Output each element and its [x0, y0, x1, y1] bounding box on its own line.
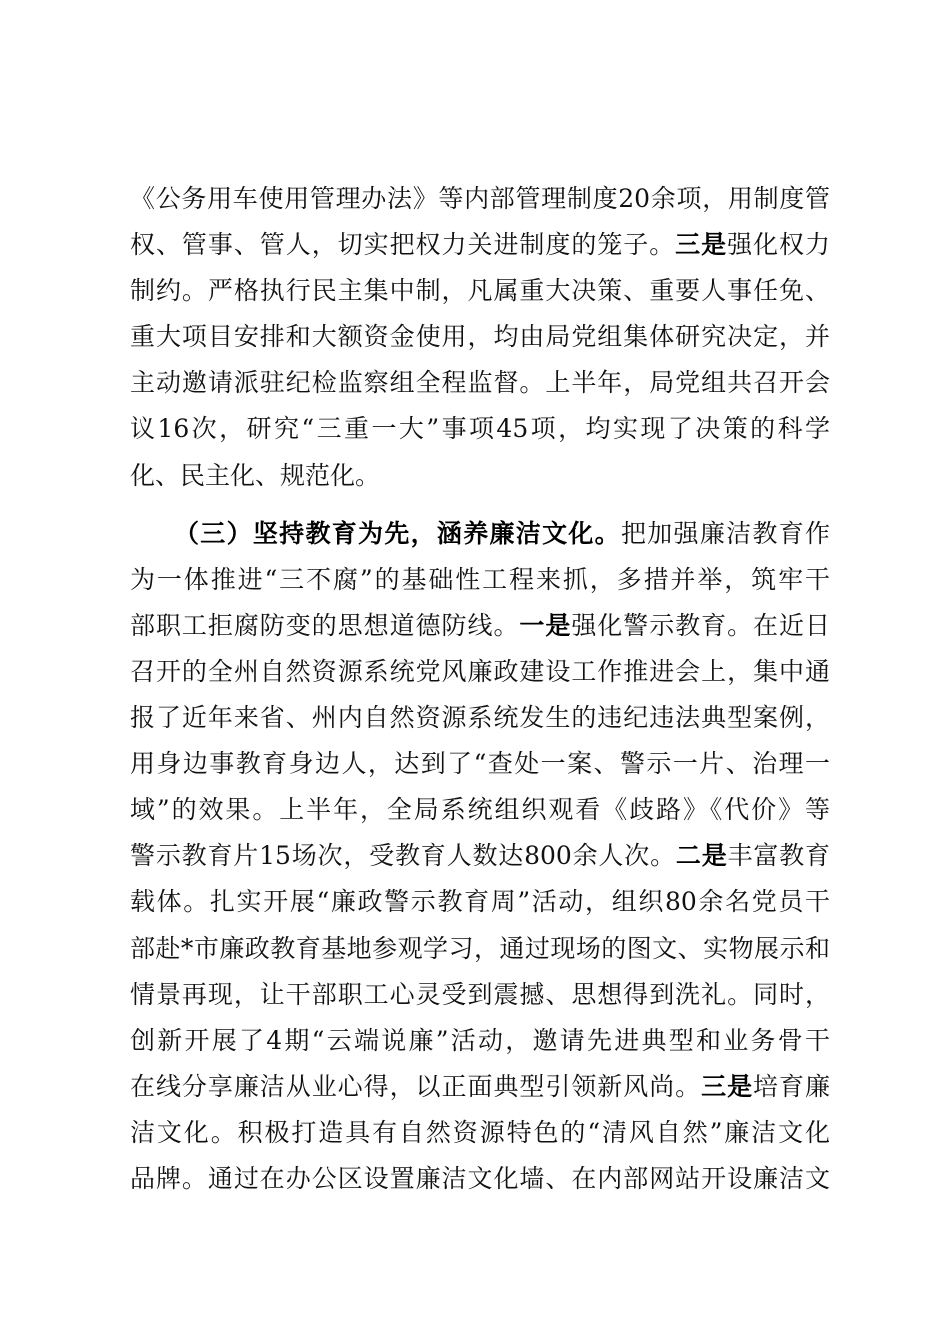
paragraph-2-line [130, 972, 830, 1018]
body-text: 议16次，研究“三重一大”事项45项，均实现了决策的科学 [130, 414, 830, 444]
body-text: 域”的效果。上半年，全局系统组织观看《歧路》《代价》等 [130, 795, 830, 825]
paragraph-2-line [130, 511, 830, 557]
body-text: 情景再现，让干部职工心灵受到震撼、思想得到洗礼。同时， [130, 979, 830, 1009]
body-text: 把加强廉洁教育作 [620, 518, 830, 548]
body-text: 洁文化。积极打造具有自然资源特色的“清风自然”廉洁文化 [130, 1117, 830, 1147]
body-text: 品牌。通过在办公区设置廉洁文化墙、在内部网站开设廉洁文 [130, 1163, 830, 1193]
body-text: 主动邀请派驻纪检监察组全程监督。上半年，局党组共召开会 [130, 368, 830, 398]
bold-heading-text: 三是 [701, 1071, 754, 1101]
bold-heading-text: （三）坚持教育为先，涵养廉洁文化。 [174, 518, 621, 548]
paragraph-2-line [130, 695, 830, 741]
paragraph-2-line [130, 1156, 830, 1202]
document-body [130, 176, 830, 1202]
body-text: 《公务用车使用管理办法》等内部管理制度20余项，用制度管 [130, 184, 830, 213]
paragraph-2-line [130, 879, 830, 925]
paragraph-2-line [130, 1110, 830, 1156]
body-text: 部职工拒腐防变的思想道德防线。 [130, 610, 520, 640]
body-text: 创新开展了4期“云端说廉”活动，邀请先进典型和业务骨干 [130, 1025, 830, 1055]
body-text: 权、管事、管人，切实把权力关进制度的笼子。 [130, 230, 676, 260]
body-text: 部赴*市廉政教育基地参观学习，通过现场的图文、实物展示和 [130, 933, 830, 963]
paragraph-2-line [130, 1018, 830, 1064]
paragraph-2-line [130, 603, 830, 649]
bold-heading-text: 二是 [675, 841, 728, 871]
paragraph-2-line [130, 649, 830, 695]
body-text: 用身边事教育身边人，达到了“查处一案、警示一片、治理一 [130, 749, 830, 779]
paragraph-2-line [130, 926, 830, 972]
paragraph-1-line [130, 314, 830, 360]
paragraph-2-line [130, 557, 830, 603]
body-text: 强化警示教育。在近日 [571, 610, 830, 640]
paragraph-1-line [130, 453, 830, 499]
paragraph-1-line [130, 360, 830, 406]
body-text: 丰富教育 [727, 841, 830, 871]
body-text: 制约。严格执行民主集中制，凡属重大决策、重要人事任免、 [130, 276, 830, 306]
body-text: 强化权力 [727, 230, 830, 260]
body-text: 报了近年来省、州内自然资源系统发生的违纪违法典型案例， [130, 703, 830, 733]
body-text: 召开的全州自然资源系统党风廉政建设工作推进会上，集中通 [130, 656, 830, 686]
body-text: 为一体推进“三不腐”的基础性工程来抓，多措并举，筑牢干 [130, 564, 830, 594]
paragraph-2-line [130, 787, 830, 833]
body-text: 在线分享廉洁从业心得，以正面典型引领新风尚。 [130, 1071, 702, 1101]
bold-heading-text: 一是 [519, 610, 572, 640]
body-text: 警示教育片15场次，受教育人数达800余人次。 [130, 841, 676, 871]
body-text: 培育廉 [753, 1071, 830, 1101]
body-text: 化、民主化、规范化。 [130, 460, 381, 490]
bold-heading-text: 三是 [675, 230, 728, 260]
paragraph-1-line [130, 406, 830, 452]
paragraph-1-line [130, 268, 830, 314]
paragraph-2-line [130, 1064, 830, 1110]
paragraph-2-line [130, 833, 830, 879]
paragraph-1-line [130, 222, 830, 268]
body-text: 载体。扎实开展“廉政警示教育周”活动，组织80余名党员干 [130, 887, 830, 917]
paragraph-2-line [130, 741, 830, 787]
paragraph-1-line [130, 176, 830, 222]
body-text: 重大项目安排和大额资金使用，均由局党组集体研究决定，并 [130, 322, 830, 352]
